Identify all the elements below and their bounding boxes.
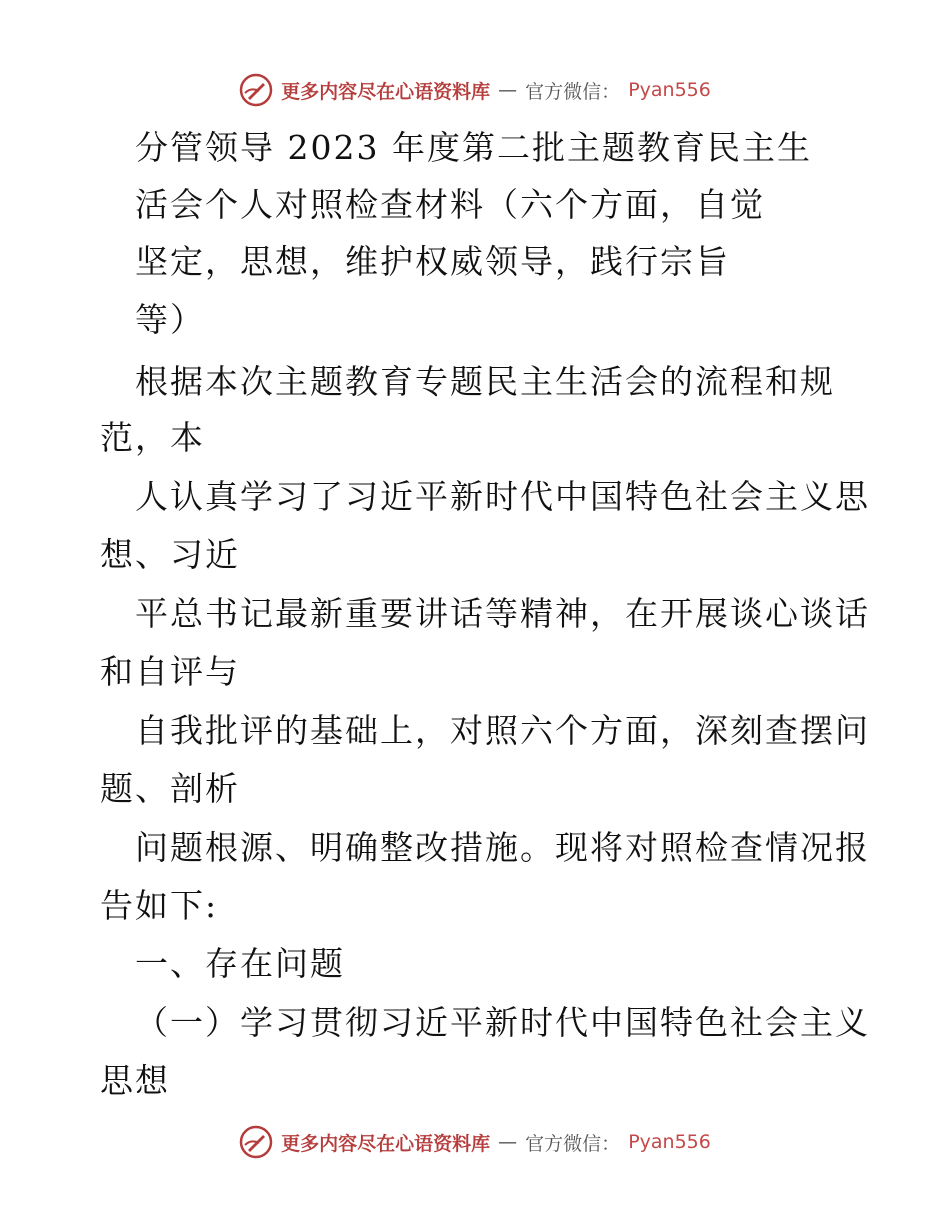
quill-logo-icon <box>239 1125 273 1159</box>
title-line: 坚定，思想，维护权威领导，践行宗旨 <box>135 242 730 281</box>
body-line: 人认真学习了习近平新时代中国特色社会主义思 <box>135 477 870 516</box>
watermark-wechat-id: Pyan556 <box>628 79 711 101</box>
quill-logo-icon <box>239 73 273 107</box>
title-line: 活会个人对照检查材料（六个方面，自觉 <box>135 185 765 224</box>
watermark-dash: — <box>498 1131 518 1153</box>
body-line: 想、习近 <box>100 535 240 574</box>
header-watermark <box>0 70 950 110</box>
body-line: 范，本 <box>100 418 205 457</box>
subsection-heading: （一）学习贯彻习近平新时代中国特色社会主义 <box>135 1003 870 1042</box>
body-line: 问题根源、明确整改措施。现将对照检查情况报 <box>135 828 870 867</box>
watermark-wechat-id: Pyan556 <box>628 1131 711 1153</box>
section-heading: 一、存在问题 <box>135 944 345 983</box>
title-line: 分管领导 2023 年度第二批主题教育民主生 <box>135 128 812 167</box>
body-line: 根据本次主题教育专题民主生活会的流程和规 <box>135 362 835 401</box>
body-line: 自我批评的基础上，对照六个方面，深刻查摆问 <box>135 711 870 750</box>
body-line: 思想 <box>100 1061 170 1100</box>
watermark-site-text: 更多内容尽在心语资料库 <box>281 1132 491 1155</box>
body-line: 和自评与 <box>100 652 240 691</box>
watermark-dash: — <box>498 79 518 101</box>
footer-watermark <box>0 1122 950 1162</box>
body-line: 题、剖析 <box>100 769 240 808</box>
watermark-wechat-label: 官方微信： <box>525 1132 621 1155</box>
body-line: 平总书记最新重要讲话等精神，在开展谈心谈话 <box>135 594 870 633</box>
title-line: 等） <box>135 300 205 339</box>
watermark-wechat-label: 官方微信： <box>525 80 621 103</box>
body-line: 告如下: <box>100 886 219 925</box>
watermark-site-text: 更多内容尽在心语资料库 <box>281 80 491 103</box>
